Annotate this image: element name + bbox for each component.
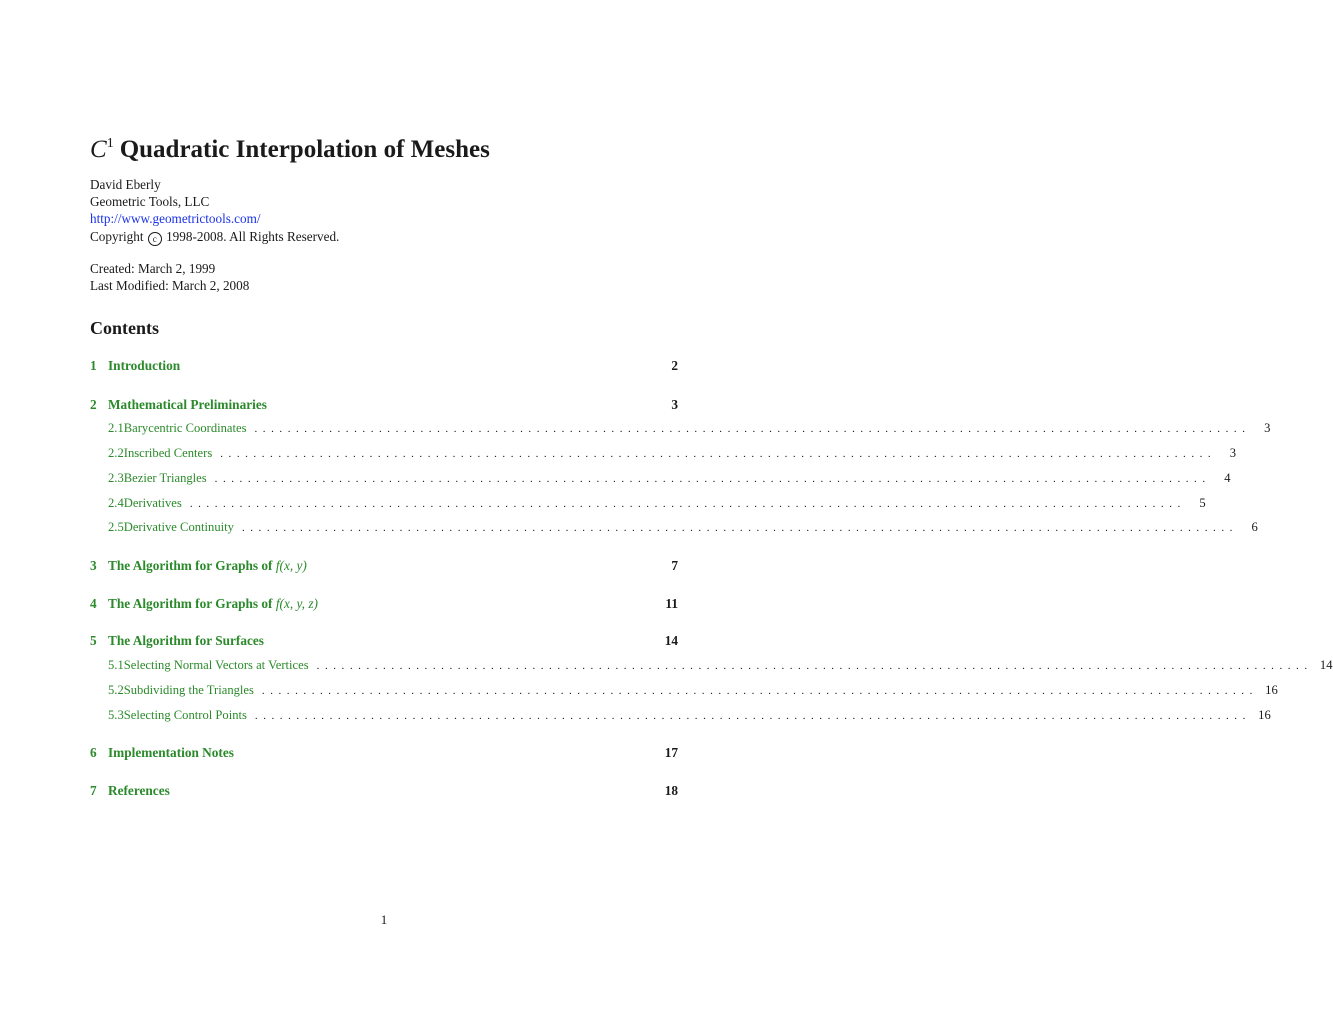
toc-leader-dots: . . . . . . . . . . . . . . . . . . . . . . . . . . . . . . . . . . . . . . . . . . . . . . . . . . . . . . . . . . . . . . . . . . . . . . . . . . . . . . . . . . . . . . . . . . . . . . . . . . . . . . . . . . . . . . . . . . . . . . . . [261, 685, 1254, 697]
toc-title[interactable] [108, 633, 264, 649]
toc-title-text[interactable]: Selecting Normal Vectors at Vertices [123, 658, 309, 672]
toc-number[interactable]: 4 [90, 596, 97, 611]
organization-name: Geometric Tools, LLC [90, 194, 210, 210]
toc-number[interactable]: 2.5 [108, 520, 124, 534]
toc-page-number[interactable]: 11 [665, 596, 678, 611]
website-link[interactable]: http://www.geometrictools.com/ [90, 211, 261, 227]
toc-page-number[interactable]: 4 [1224, 471, 1231, 485]
toc-leader-dots: . . . . . . . . . . . . . . . . . . . . . . . . . . . . . . . . . . . . . . . . . . . . . . . . . . . . . . . . . . . . . . . . . . . . . . . . . . . . . . . . . . . . . . . . . . . . . . . . . . . . . . . . . . . . . . . . . . . . . . . . [189, 498, 1182, 510]
toc-number[interactable]: 5.1 [108, 658, 124, 672]
toc-title-text[interactable]: Selecting Control Points [123, 708, 247, 722]
document-metadata [90, 176, 339, 294]
toc-title[interactable] [124, 446, 212, 461]
toc-page-number[interactable]: 18 [664, 783, 678, 798]
toc-number[interactable]: 2.3 [108, 471, 124, 485]
toc-entry-2-5[interactable] [108, 520, 1258, 538]
document-title [90, 136, 490, 164]
toc-number[interactable]: 7 [90, 783, 97, 798]
toc-title[interactable] [108, 783, 170, 799]
toc-leader-dots: . . . . . . . . . . . . . . . . . . . . . . . . . . . . . . . . . . . . . . . . . . . . . . . . . . . . . . . . . . . . . . . . . . . . . . . . . . . . . . . . . . . . . . . . . . . . . . . . . . . . . . . . . . . . . . . . . . . . . . . . [214, 473, 1207, 485]
toc-title-text[interactable]: Bezier Triangles [123, 471, 207, 485]
toc-page-number[interactable]: 16 [1258, 708, 1271, 722]
toc-title-text[interactable]: References [108, 783, 170, 798]
toc-entry-2-4[interactable] [108, 496, 1206, 514]
toc-leader-dots: . . . . . . . . . . . . . . . . . . . . . . . . . . . . . . . . . . . . . . . . . . . . . . . . . . . . . . . . . . . . . . . . . . . . . . . . . . . . . . . . . . . . . . . . . . . . . . . . . . . . . . . . . . . . . . . . . . . . . . . . [241, 522, 1234, 534]
toc-title-text[interactable]: Introduction [108, 358, 181, 373]
toc-entry-4[interactable] [90, 596, 678, 614]
toc-title-text[interactable]: Subdividing the Triangles [123, 683, 254, 697]
toc-number[interactable]: 2.4 [108, 496, 124, 510]
toc-title[interactable] [124, 496, 182, 511]
toc-page-number[interactable]: 3 [1264, 421, 1271, 435]
toc-entry-6[interactable] [90, 745, 678, 763]
toc-title[interactable] [124, 471, 207, 486]
toc-page-number[interactable]: 7 [671, 558, 678, 573]
toc-title[interactable] [108, 358, 180, 374]
toc-title-text[interactable]: Implementation Notes [108, 745, 234, 760]
toc-page-number[interactable]: 3 [671, 397, 678, 412]
toc-entry-2-2[interactable] [108, 446, 1237, 464]
toc-title-text[interactable]: Derivatives [123, 496, 182, 510]
title-symbol: C [90, 136, 107, 163]
toc-title[interactable] [124, 683, 254, 698]
toc-leader-dots: . . . . . . . . . . . . . . . . . . . . . . . . . . . . . . . . . . . . . . . . . . . . . . . . . . . . . . . . . . . . . . . . . . . . . . . . . . . . . . . . . . . . . . . . . . . . . . . . . . . . . . . . . . . . . . . . . . . . . . . . [254, 710, 1247, 722]
toc-leader-dots: . . . . . . . . . . . . . . . . . . . . . . . . . . . . . . . . . . . . . . . . . . . . . . . . . . . . . . . . . . . . . . . . . . . . . . . . . . . . . . . . . . . . . . . . . . . . . . . . . . . . . . . . . . . . . . . . . . . . . . . . [220, 448, 1213, 460]
author-name: David Eberly [90, 177, 161, 192]
copyright-text: 1998-2008. All Rights Reserved. [166, 228, 340, 244]
toc-title[interactable] [124, 708, 247, 723]
toc-entry-5-1[interactable] [108, 658, 1333, 676]
page-number: 1 [380, 912, 388, 927]
toc-leader-dots: . . . . . . . . . . . . . . . . . . . . . . . . . . . . . . . . . . . . . . . . . . . . . . . . . . . . . . . . . . . . . . . . . . . . . . . . . . . . . . . . . . . . . . . . . . . . . . . . . . . . . . . . . . . . . . . . . . . . . . . . [316, 660, 1309, 672]
toc-title-text[interactable]: The Algorithm for Surfaces [108, 633, 264, 648]
toc-page-number[interactable]: 14 [1319, 658, 1333, 672]
toc-title[interactable] [124, 421, 247, 436]
toc-entry-2-1[interactable] [108, 421, 1271, 439]
toc-page-number[interactable]: 2 [671, 358, 678, 373]
toc-title-text[interactable]: Barycentric Coordinates [123, 421, 247, 435]
toc-leader-dots: . . . . . . . . . . . . . . . . . . . . . . . . . . . . . . . . . . . . . . . . . . . . . . . . . . . . . . . . . . . . . . . . . . . . . . . . . . . . . . . . . . . . . . . . . . . . . . . . . . . . . . . . . . . . . . . . . . . . . . . . [254, 423, 1247, 435]
toc-page-number[interactable]: 17 [664, 745, 678, 760]
toc-number[interactable]: 3 [90, 558, 97, 573]
copyright-icon: c [148, 232, 162, 246]
toc-title-math[interactable]: f(x, y) [275, 558, 307, 573]
toc-title-text[interactable]: Inscribed Centers [123, 446, 213, 460]
toc-entry-2[interactable] [90, 397, 678, 415]
toc-number[interactable]: 5 [90, 633, 97, 648]
toc-number[interactable]: 2.1 [108, 421, 124, 435]
toc-number[interactable]: 2.2 [108, 446, 124, 460]
copyright-prefix: Copyright [90, 228, 144, 244]
toc-page-number[interactable]: 16 [1265, 683, 1278, 697]
toc-number[interactable]: 5.3 [108, 708, 124, 722]
toc-number[interactable]: 2 [90, 397, 97, 412]
title-superscript: 1 [106, 136, 114, 151]
contents-heading: Contents [90, 318, 160, 338]
toc-page-number[interactable]: 6 [1251, 520, 1258, 534]
toc-title-math[interactable]: f(x, y, z) [275, 596, 318, 611]
toc-title-text[interactable]: The Algorithm for Graphs of [108, 558, 273, 573]
toc-title-text[interactable]: Derivative Continuity [123, 520, 234, 534]
toc-title[interactable] [108, 397, 267, 413]
toc-entry-7[interactable] [90, 783, 678, 801]
toc-title-text[interactable]: Mathematical Preliminaries [108, 397, 267, 412]
toc-entry-5-3[interactable] [108, 708, 1271, 726]
toc-title[interactable] [124, 658, 309, 673]
toc-entry-5[interactable] [90, 633, 678, 651]
title-text: Quadratic Interpolation of Meshes [119, 136, 490, 163]
toc-entry-2-3[interactable] [108, 471, 1231, 489]
toc-title[interactable] [124, 520, 234, 535]
toc-number[interactable]: 1 [90, 358, 97, 373]
created-date: Created: March 2, 1999 [90, 260, 216, 276]
toc-entry-1[interactable] [90, 358, 678, 376]
toc-title[interactable] [108, 745, 234, 761]
toc-title[interactable] [108, 596, 318, 612]
toc-number[interactable]: 5.2 [108, 683, 124, 697]
toc-title-text[interactable]: The Algorithm for Graphs of [108, 596, 273, 611]
toc-page-number[interactable]: 14 [664, 633, 678, 648]
toc-title[interactable] [108, 558, 307, 574]
toc-page-number[interactable]: 3 [1229, 446, 1237, 460]
toc-entry-3[interactable] [90, 558, 678, 576]
toc-entry-5-2[interactable] [108, 683, 1278, 701]
toc-number[interactable]: 6 [90, 745, 97, 760]
modified-date: Last Modified: March 2, 2008 [90, 277, 250, 293]
copyright-line [90, 228, 339, 246]
toc-page-number[interactable]: 5 [1199, 496, 1206, 510]
